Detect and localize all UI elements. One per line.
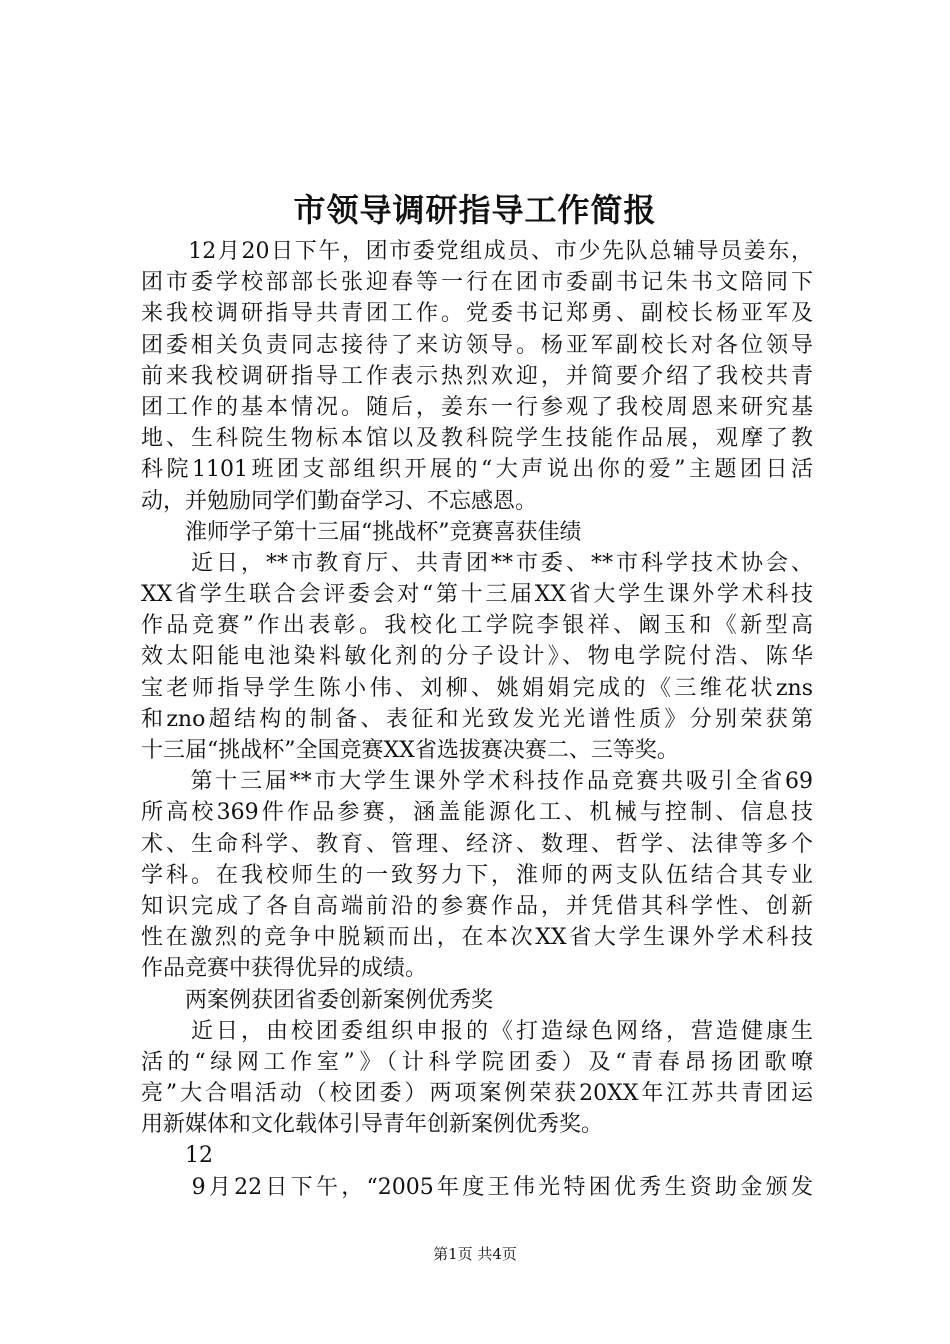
body-line: XX省学生联合会评委会对“第十三届XX省大学生课外学术科技 bbox=[141, 582, 813, 608]
body-line: 活的“绿网工作室”》（计科学院团委）及“青春昂扬团歌嘹 bbox=[141, 1049, 813, 1075]
body-line: 十三届“挑战杯”全国竞赛XX省选拔赛决赛二、三等奖。 bbox=[141, 738, 679, 763]
body-line: 用新媒体和文化载体引导青年创新案例优秀奖。 bbox=[141, 1112, 604, 1138]
body-line: 淮师学子第十三届“挑战杯”竞赛喜获佳绩 bbox=[141, 519, 582, 545]
body-line: 科院1101班团支部组织开展的“大声说出你的爱”主题团日活 bbox=[141, 457, 813, 483]
body-line: 12 bbox=[141, 1143, 213, 1169]
body-line: 亮”大合唱活动（校团委）两项案例荣获20XX年江苏共青团运 bbox=[141, 1081, 813, 1107]
body-line: 团市委学校部部长张迎春等一行在团市委副书记朱书文陪同下 bbox=[141, 270, 813, 296]
body-line: 近日，**市教育厅、共青团**市委、**市科学技术协会、 bbox=[141, 550, 813, 576]
document-body bbox=[141, 236, 813, 1203]
body-line: 团工作的基本情况。随后，姜东一行参观了我校周恩来研究基 bbox=[141, 394, 813, 420]
body-line: 术、生命科学、教育、管理、经济、数理、哲学、法律等多个 bbox=[141, 831, 813, 857]
body-line: 效太阳能电池染料敏化剂的分子设计》、物电学院付浩、陈华 bbox=[141, 644, 813, 670]
body-line: 地、生科院生物标本馆以及教科院学生技能作品展，观摩了教 bbox=[141, 426, 813, 452]
body-line: 近日，由校团委组织申报的《打造绿色网络，营造健康生 bbox=[141, 1018, 813, 1044]
body-line: 12月20日下午，团市委党组成员、市少先队总辅导员姜东， bbox=[141, 239, 813, 264]
body-line: 知识完成了各自高端前沿的参赛作品，并凭借其科学性、创新 bbox=[141, 893, 813, 919]
body-line: 9月22日下午，“2005年度王伟光特困优秀生资助金颁发 bbox=[141, 1174, 813, 1200]
body-line: 所高校369件作品参赛，涵盖能源化工、机械与控制、信息技 bbox=[141, 800, 813, 826]
body-line: 学科。在我校师生的一致努力下，淮师的两支队伍结合其专业 bbox=[141, 862, 813, 888]
body-line: 两案例获团省委创新案例优秀奖 bbox=[141, 987, 494, 1013]
body-line: 作品竞赛”作出表彰。我校化工学院李银祥、阚玉和《新型高 bbox=[141, 613, 813, 639]
page-footer: 第1页 共4页 bbox=[433, 1245, 517, 1263]
body-line: 和zno超结构的制备、表征和光致发光光谱性质》分别荣获第 bbox=[141, 706, 813, 732]
body-line: 团委相关负责同志接待了来访领导。杨亚军副校长对各位领导 bbox=[141, 332, 813, 358]
body-line: 宝老师指导学生陈小伟、刘柳、姚娟娟完成的《三维花状zns bbox=[141, 675, 813, 701]
body-line: 作品竞赛中获得优异的成绩。 bbox=[141, 956, 428, 982]
body-line: 性在激烈的竞争中脱颖而出，在本次XX省大学生课外学术科技 bbox=[141, 925, 813, 951]
body-line: 前来我校调研指导工作表示热烈欢迎，并简要介绍了我校共青 bbox=[141, 363, 813, 389]
body-line: 第十三届**市大学生课外学术科技作品竞赛共吸引全省69 bbox=[141, 769, 813, 795]
body-line: 动，并勉励同学们勤奋学习、不忘感恩。 bbox=[141, 488, 538, 514]
document-title: 市领导调研指导工作简报 bbox=[293, 191, 657, 229]
body-line: 来我校调研指导共青团工作。党委书记郑勇、副校长杨亚军及 bbox=[141, 301, 813, 327]
